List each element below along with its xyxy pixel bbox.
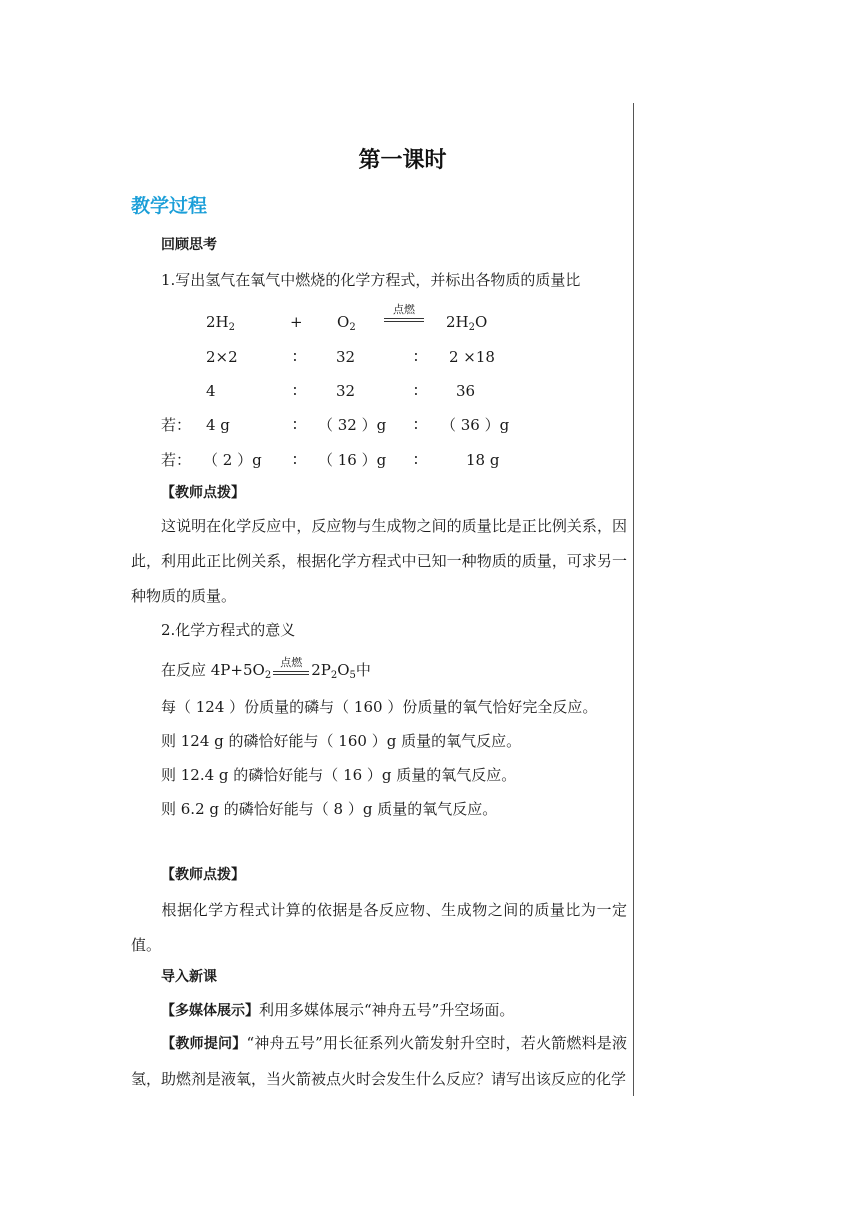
equation-product: $2H_2O$ bbox=[446, 313, 488, 333]
equation-reactant-1: $2H_2$ bbox=[206, 313, 235, 333]
meaning-line-2: 则 124 g 的磷恰好能与（ 160 ）g 质量的氧气反应。 bbox=[161, 732, 522, 750]
row-1-c: 2 ×18 bbox=[449, 348, 495, 366]
equation-plus: + bbox=[290, 313, 303, 331]
page-title: 第一课时 bbox=[358, 148, 447, 173]
row-2-c: 36 bbox=[456, 382, 476, 400]
arrow-bar-top bbox=[384, 318, 424, 319]
row-1-sep-1: ∶ bbox=[293, 348, 297, 366]
row-3-sep-2: ∶ bbox=[414, 416, 418, 434]
question-1: 1.写出氢气在氧气中燃烧的化学方程式，并标出各物质的质量比 bbox=[161, 271, 581, 289]
row-4-b: （ 16 ）g bbox=[318, 451, 387, 469]
teacher-tip-text-1: 这说明在化学反应中，反应物与生成物之间的质量比是正比例关系，因此，利用此正比例关系，根据化学方程式中已知一种物质的质量，可求另一种物质的质量。 bbox=[131, 517, 627, 605]
row-1-sep-2: ∶ bbox=[414, 348, 418, 366]
equation-reactant-2: $O_2$ bbox=[337, 313, 356, 333]
page-margin-line bbox=[633, 103, 634, 1096]
row-4-label: 若： bbox=[161, 451, 192, 469]
meaning-line-4: 则 6.2 g 的磷恰好能与（ 8 ）g 质量的氧气反应。 bbox=[161, 800, 498, 818]
row-3-label: 若： bbox=[161, 416, 192, 434]
teacher-tip-text-2: 根据化学方程式计算的依据是各反应物、生成物之间的质量比为一定值。 bbox=[131, 901, 627, 954]
inline-condition-arrow: 点燃 bbox=[271, 661, 311, 681]
row-2-a: 4 bbox=[206, 382, 216, 400]
review-heading: 回顾思考 bbox=[161, 237, 217, 253]
teacher-tip-heading-1: 【教师点拨】 bbox=[161, 485, 245, 501]
meaning-line-3: 则 12.4 g 的磷恰好能与（ 16 ）g 质量的氧气反应。 bbox=[161, 766, 517, 784]
phosphorus-equation: 在反应 $4P+5O_2$ 点燃 $2P_2O_5$中 bbox=[161, 656, 371, 681]
row-3-b: （ 32 ）g bbox=[318, 416, 387, 434]
teacher-question-text: “神舟五号”用长征系列火箭发射升空时，若火箭燃料是液氢，助燃剂是液氧，当火箭被点火时会发生什么反应？请写出该反应的化学 bbox=[131, 1034, 628, 1088]
row-2-sep-1: ∶ bbox=[293, 382, 297, 400]
row-3-a: 4 g bbox=[206, 416, 230, 434]
teacher-tip-heading-2: 【教师点拨】 bbox=[161, 867, 245, 883]
row-3-sep-1: ∶ bbox=[293, 416, 297, 434]
teacher-question-label: 【教师提问】 bbox=[161, 1036, 247, 1052]
teacher-question bbox=[131, 1026, 627, 1097]
row-2-b: 32 bbox=[336, 382, 356, 400]
row-4-c: 18 g bbox=[466, 451, 500, 469]
reaction-condition: 点燃 bbox=[393, 303, 415, 316]
section-heading: 教学过程 bbox=[131, 195, 208, 217]
row-1-a: 2×2 bbox=[206, 348, 238, 366]
reaction-condition-arrow bbox=[380, 304, 428, 328]
row-3-c: （ 36 ）g bbox=[441, 416, 510, 434]
multimedia-text: 利用多媒体展示“神舟五号”升空场面。 bbox=[259, 1001, 515, 1019]
row-4-sep-2: ∶ bbox=[414, 451, 418, 469]
row-4-a: （ 2 ）g bbox=[203, 451, 262, 469]
multimedia-line bbox=[161, 1000, 514, 1021]
intro-heading: 导入新课 bbox=[161, 969, 217, 985]
multimedia-label: 【多媒体展示】 bbox=[161, 1003, 259, 1019]
row-2-sep-2: ∶ bbox=[414, 382, 418, 400]
row-1-b: 32 bbox=[336, 348, 356, 366]
meaning-heading: 2.化学方程式的意义 bbox=[161, 621, 296, 639]
meaning-line-1: 每（ 124 ）份质量的磷与（ 160 ）份质量的氧气恰好完全反应。 bbox=[161, 698, 598, 716]
arrow-bar-bottom bbox=[384, 321, 424, 322]
row-4-sep-1: ∶ bbox=[293, 451, 297, 469]
